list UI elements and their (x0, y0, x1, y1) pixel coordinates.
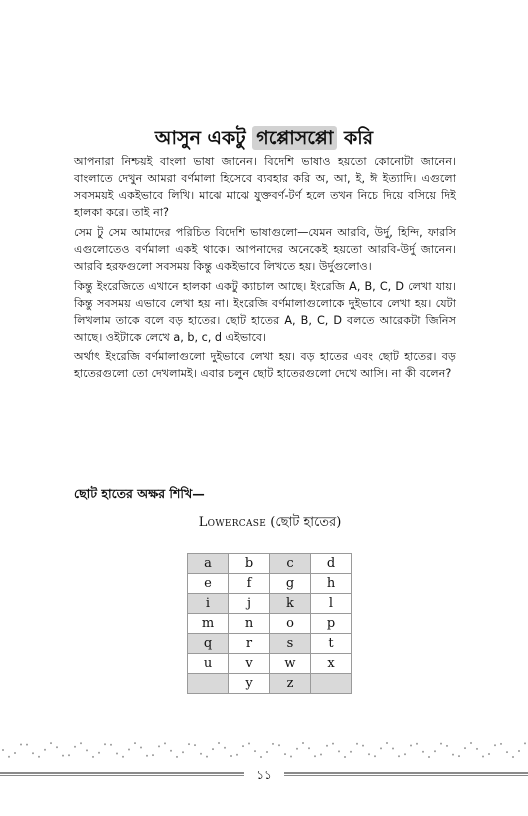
border-dot (50, 742, 52, 744)
border-dot (374, 755, 376, 757)
border-dot (8, 756, 10, 758)
border-dot (200, 753, 202, 755)
border-dot (428, 756, 430, 758)
border-dot (416, 743, 418, 745)
letter-cell: n (229, 614, 270, 634)
border-dot (74, 746, 76, 748)
letter-cell: j (229, 594, 270, 614)
border-dot (470, 742, 472, 744)
caption-bangla: (ছোট হাতের) (266, 515, 342, 530)
border-dot (242, 745, 244, 747)
border-dot (290, 756, 292, 758)
border-dot (482, 756, 484, 758)
border-dot (56, 746, 58, 748)
letter-cell: o (270, 614, 311, 634)
letter-cell: q (188, 634, 229, 654)
border-dot (14, 752, 16, 754)
border-dot (410, 745, 412, 747)
border-dot (434, 750, 436, 752)
border-dot (248, 743, 250, 745)
border-dot (338, 750, 340, 752)
border-dot (392, 748, 394, 750)
border-dot (158, 745, 160, 747)
border-dot (134, 742, 136, 744)
letter-cell: w (270, 654, 311, 674)
border-dot (254, 750, 256, 752)
table-row (188, 554, 352, 574)
letter-cell: e (188, 574, 229, 594)
border-dot (380, 747, 382, 749)
border-dot (212, 748, 214, 750)
border-dot (194, 744, 196, 746)
border-dot (500, 743, 502, 745)
border-dot (452, 754, 454, 756)
border-dot (170, 750, 172, 752)
border-dot (62, 755, 64, 757)
letter-cell: m (188, 614, 229, 634)
letter-cell: s (270, 634, 311, 654)
page-footer (0, 766, 528, 786)
border-dot (524, 742, 526, 744)
border-dot (368, 753, 370, 755)
border-dot (26, 744, 28, 746)
paragraph-3: কিন্তু ইংরেজিতে এখানে হালকা একটু ক্যাচাল আছে। ইংরেজি A, B, C, D লেখা যায়। কিন্তু সবসময় এভাবে লেখা হয় না। ইংরেজি বর্ণমালাগুলোকে দুইভাবে লেখা হয়। যেটা লিখলাম তাকে বলে বড় হাতের। ছোট হাতের A, B, C, D বলতে আরেকটা জিনিস আছে। ওইটাকে লেখে a, b, c, d এইভাবে। (74, 280, 456, 344)
border-dot (308, 747, 310, 749)
border-dot (224, 747, 226, 749)
border-dot (116, 753, 118, 755)
border-dot (128, 749, 130, 751)
border-dot (122, 756, 124, 758)
border-dot (152, 754, 154, 756)
border-dot (488, 753, 490, 755)
border-dot (296, 748, 298, 750)
border-dot (362, 745, 364, 747)
border-dot (458, 755, 460, 757)
letter-cell: b (229, 554, 270, 574)
border-dot (44, 749, 46, 751)
letter-cell: z (270, 674, 311, 694)
letter-cell: c (270, 554, 311, 574)
letter-cell: r (229, 634, 270, 654)
letter-cell: x (311, 654, 352, 674)
border-dot (512, 756, 514, 758)
border-dot (20, 744, 22, 746)
letter-cell (311, 674, 352, 694)
border-dot (494, 744, 496, 746)
letter-cell: p (311, 614, 352, 634)
footer-rule-right (284, 772, 528, 776)
section-subheading: ছোট হাতের অক্ষর শিখি— (74, 486, 205, 501)
border-dot (32, 752, 34, 754)
letter-cell: a (188, 554, 229, 574)
border-dot (218, 742, 220, 744)
border-dot (80, 742, 82, 744)
border-dot (278, 744, 280, 746)
border-dot (182, 751, 184, 753)
letter-cell: t (311, 634, 352, 654)
letter-cell: g (270, 574, 311, 594)
border-dot (464, 747, 466, 749)
border-dot (104, 743, 106, 745)
paragraph-2: সেম টু সেম আমাদের পরিচিত বিদেশি ভাষাগুলো—যেমন আরবি, উর্দু, হিন্দি, ফারসি এগুলোতেও বর্ণমালা একই থাকে। আপনাদের অনেকেই হয়তো আরবি-উর্দু জানেন। আরবি হরফগুলো সবসময় কিন্তু একইভাবে লিখতে হয়। উর্দুগুলোও। (74, 226, 456, 273)
letter-cell: u (188, 654, 229, 674)
title-suffix: করি (337, 127, 374, 149)
border-dot (272, 743, 274, 745)
border-dot (386, 742, 388, 744)
border-dot (344, 756, 346, 758)
letter-cell: d (311, 554, 352, 574)
border-dot (236, 754, 238, 756)
paragraph-4: অর্থাৎ ইংরেজি বর্ণমালাগুলো দুইভাবে লেখা হয়। বড় হাতের এবং ছোট হাতের। বড় হাতেরগুলো তো দেখলামই। এবার চলুন ছোট হাতেরগুলো দেখে আসি। না কী বলেন? (74, 350, 456, 380)
border-dot (92, 756, 94, 758)
border-dot (230, 755, 232, 757)
table-row (188, 574, 352, 594)
table-row (188, 674, 352, 694)
border-dot (68, 754, 70, 756)
border-dot (266, 751, 268, 753)
border-dot (146, 755, 148, 757)
table-row (188, 594, 352, 614)
border-dot (518, 750, 520, 752)
letter-cell: y (229, 674, 270, 694)
border-dot (356, 743, 358, 745)
letter-cell: k (270, 594, 311, 614)
border-dot (110, 744, 112, 746)
border-dot (440, 743, 442, 745)
border-dot (38, 756, 40, 758)
border-dot (314, 755, 316, 757)
caption-english: Lowercase (198, 515, 267, 530)
border-dot (404, 753, 406, 755)
border-dot (260, 756, 262, 758)
letter-cell: h (311, 574, 352, 594)
letter-cell: l (311, 594, 352, 614)
table-caption (190, 514, 350, 532)
lowercase-letters-table (187, 553, 352, 694)
border-dot (86, 749, 88, 751)
page-title (0, 122, 528, 154)
border-dot (284, 753, 286, 755)
border-dot (164, 742, 166, 744)
border-dot (398, 755, 400, 757)
border-dot (140, 747, 142, 749)
border-dot (188, 743, 190, 745)
border-dot (326, 745, 328, 747)
letter-cell: v (229, 654, 270, 674)
table-row (188, 654, 352, 674)
title-highlight: গপ্পোসপ্পো (252, 126, 337, 150)
paragraph-1: আপনারা নিশ্চয়ই বাংলা ভাষা জানেন। বিদেশি ভাষাও হয়তো কোনোটা জানেন। বাংলাতে দেখুন আমরা বর্ণমালা হিসেবে ব্যবহার করি অ, আ, ই, ঈ ইত্যাদি। এগুলো সবসময়ই একইভাবে লিখি। মাঝে মাঝে যুক্তবর্ণ-টর্ণ হলে তখন নিচে দিয়ে বসিয়ে দিই হালকা করে। তাই না? (74, 155, 456, 219)
page-number: ১১ (256, 768, 272, 782)
footer-rule-left (0, 772, 244, 776)
title-prefix: আসুন একটু (154, 127, 253, 149)
border-dot (476, 748, 478, 750)
table-row (188, 614, 352, 634)
border-dot (422, 751, 424, 753)
letter-cell (188, 674, 229, 694)
letter-cell: f (229, 574, 270, 594)
border-dot (176, 756, 178, 758)
border-dot (302, 742, 304, 744)
border-dot (98, 752, 100, 754)
table-row (188, 634, 352, 654)
letter-cell: i (188, 594, 229, 614)
border-dot (2, 749, 4, 751)
border-dot (332, 743, 334, 745)
border-dot (320, 754, 322, 756)
decorative-dot-border (0, 738, 528, 766)
border-dot (446, 745, 448, 747)
border-dot (350, 751, 352, 753)
border-dot (206, 756, 208, 758)
border-dot (506, 751, 508, 753)
